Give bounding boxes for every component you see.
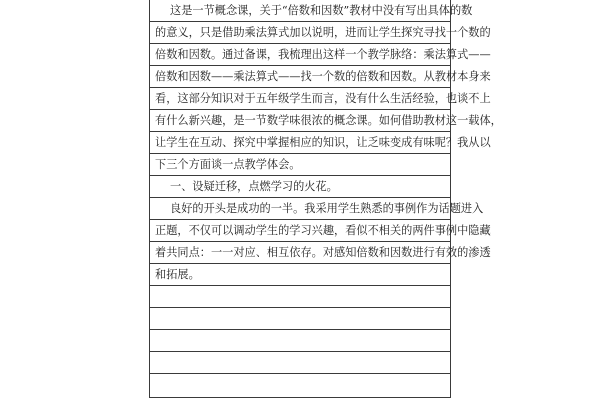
table-row	[150, 286, 450, 308]
paragraph1-line: 有什么新兴趣，是一节数学味很浓的概念课。如何借助教材这一载体，	[155, 114, 502, 127]
table-row	[150, 352, 450, 374]
table-row	[150, 330, 450, 352]
section-heading: 一、设疑迁移，点燃学习的火花。	[170, 180, 338, 193]
paragraph2-line: 着共同点：一一对应、相互依存。对感知倍数和因数进行有效的渗透	[155, 246, 491, 259]
paragraph2-line: 和拓展。	[155, 268, 200, 281]
paragraph1-line: 下三个方面谈一点教学体会。	[155, 158, 301, 171]
paragraph1-line: 这是一节概念课，关于“倍数和因数”教材中没有写出具体的数	[170, 4, 473, 17]
paragraph1-line: 倍数和因数——乘法算式——找一个数的倍数和因数。从教材本身来	[155, 70, 491, 83]
paragraph2-line: 良好的开头是成功的一半。我采用学生熟悉的事例作为话题进入	[170, 202, 484, 215]
paragraph1-line: 看，这部分知识对于五年级学生而言，没有什么生活经验，也谈不上	[155, 92, 491, 105]
table-row	[150, 308, 450, 330]
paragraph2-line: 正题，不仅可以调动学生的学习兴趣，看似不相关的两件事例中隐藏	[155, 224, 491, 237]
lined-table	[149, 0, 502, 398]
paragraph1-line: 让学生在互动、探究中掌握相应的知识，让乏味变成有味呢？我从以	[155, 136, 491, 149]
paragraph1-line: 的意义，只是借助乘法算式加以说明，进而让学生探究寻找一个数的	[155, 26, 491, 39]
paragraph1-line: 倍数和因数。通过备课，我梳理出这样一个教学脉络：乘法算式——	[155, 48, 491, 61]
